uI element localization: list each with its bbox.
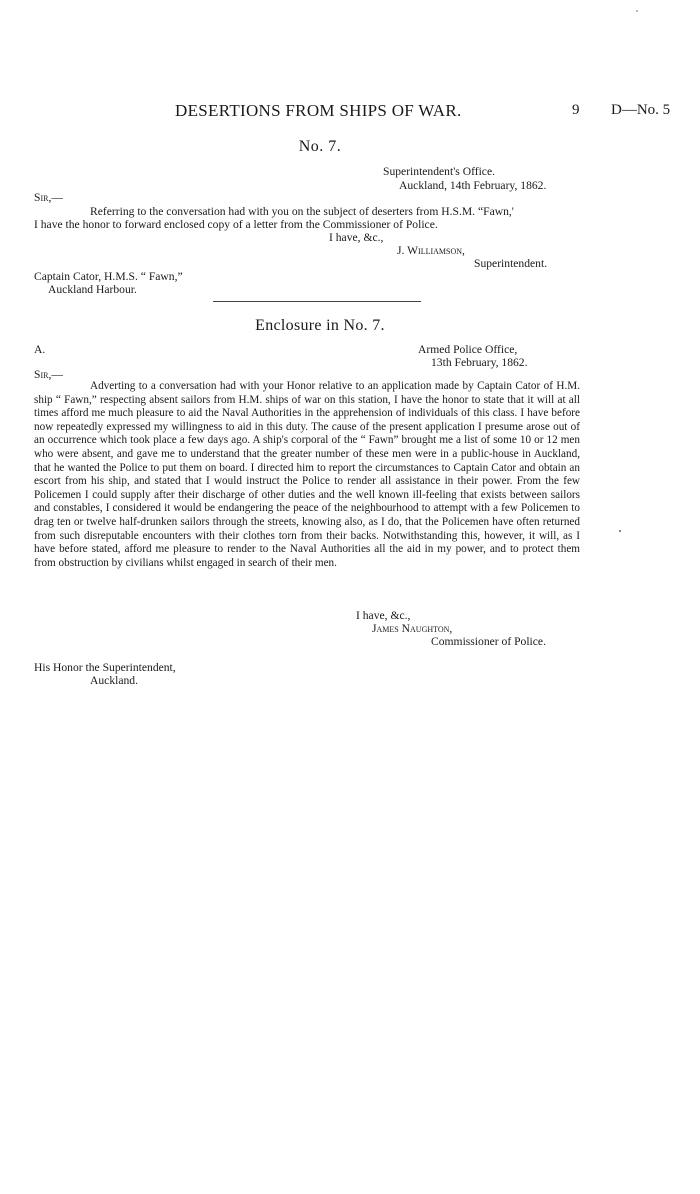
page-number: 9 (572, 102, 580, 118)
letter1-addressee-place: Auckland Harbour. (48, 283, 137, 296)
letter1-signature-title: Superintendent. (474, 257, 548, 270)
enclosure-salutation: Sir,— (34, 368, 63, 381)
letter1-body-line-2: I have the honor to forward enclosed copy of a letter from the Commissioner of Police. (34, 218, 438, 231)
enclosure-signature-title: Commissioner of Police. (431, 635, 546, 648)
enclosure-addressee: His Honor the Superintendent, (34, 661, 176, 674)
enclosure-from-office: Armed Police Office, (418, 343, 518, 356)
enclosure-label: A. (34, 343, 46, 356)
section-divider (213, 301, 421, 302)
letter1-place-date: Auckland, 14th February, 1862. (399, 179, 547, 192)
page-header-title: DESERTIONS FROM SHIPS OF WAR. (175, 101, 462, 120)
enclosure-body (34, 380, 580, 570)
letter1-body-line-1: Referring to the conversation had with you on the subject of deserters from H.S.M. “Fawn,' (90, 205, 514, 218)
letter1-addressee: Captain Cator, H.M.S. “ Fawn,” (34, 270, 183, 283)
letter1-signature: J. Williamson, (397, 244, 465, 257)
letter1-closing: I have, &c., (329, 231, 384, 244)
document-code: D—No. 5 (611, 102, 671, 118)
scan-speck (636, 10, 638, 12)
letter1-salutation: Sir,— (34, 191, 63, 204)
letter1-from-office: Superintendent's Office. (383, 165, 495, 178)
enclosure-addressee-place: Auckland. (90, 674, 138, 687)
enclosure-signature: James Naughton, (372, 622, 453, 635)
enclosure-body-text: Adverting to a conversation had with your Honor relative to an application made by Captain Cator of H.M. ship “ Fawn,” respecting absent sailors from H.M. ships of war on this station, I have the honor to state that it will at all times afford me much pleasure to aid the Naval Authorities in the apprehension of individuals of this class. I have before now repeatedly expressed my willingness to aid in this duty. The cause of the present application I presume arose out of an occurrence which took place a few days ago. A ship's corporal of the “ Fawn” brought me a list of some 10 or 12 men who were absent, and gave me to understand that the greater number of these men were in a public-house in Auckland, that he wanted the Police to put them on board. I directed him to report the circumstances to Captain Cator and obtain an escort from his ship, and stated that I would instruct the Police to render all assistance in their power. From the few Policemen I could supply after their discharge of other duties and the well known ill-feeling that exists between sailors and constables, I considered it would be endangering the peace of the neighbourhood to attempt with a few Policemen to drag ten or twelve half-drunken sailors through the streets, knowing also, as I do, that the Policemen have often returned from such disreputable encounters with their clothes torn from their backs. Notwithstanding this, however, it will, as I have before stated, afford me pleasure to render to the Naval Authorities all the aid in my power, and to protect them from obstruction by civilians whilst engaged in search of their men. (34, 380, 580, 569)
enclosure-closing: I have, &c., (356, 609, 411, 622)
scan-speck (619, 530, 621, 532)
enclosure-date: 13th February, 1862. (431, 356, 528, 369)
enclosure-heading: Enclosure in No. 7. (255, 317, 385, 334)
letter-number-heading: No. 7. (298, 138, 342, 155)
